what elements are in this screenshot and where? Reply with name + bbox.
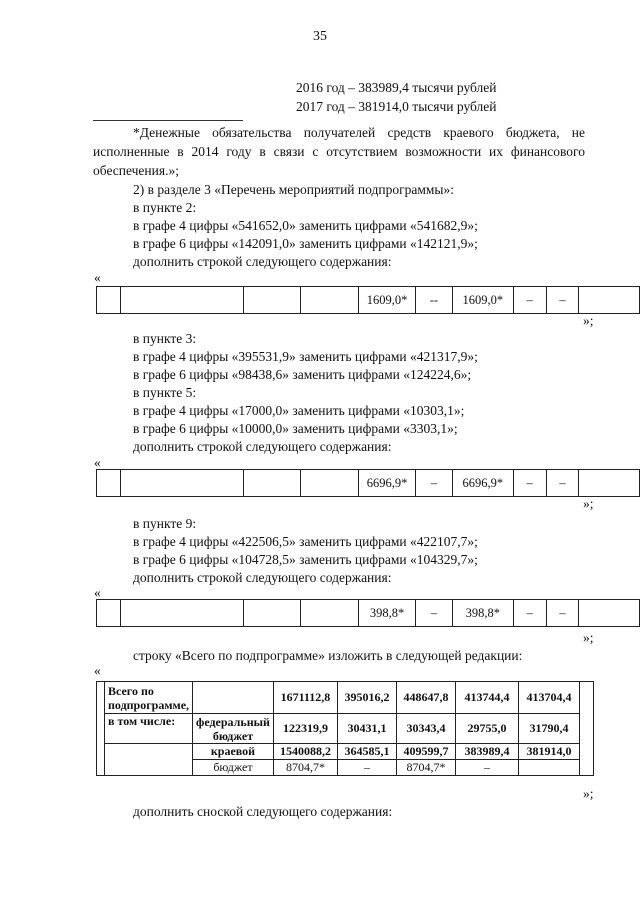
item-3-heading: в пункте 3: — [133, 331, 197, 346]
table-cell: – — [416, 600, 453, 627]
table-row — [97, 682, 594, 714]
total-row-instruction: строку «Всего по подпрограмме» изложить в следующей редакции: — [133, 648, 523, 663]
item-2-heading: в пункте 2: — [133, 200, 197, 215]
item-9-col6: в графе 6 цифры «104728,5» заменить цифрами «104329,7»; — [133, 552, 478, 567]
table-cell: – — [546, 600, 579, 627]
item-2-col4: в графе 4 цифры «541652,0» заменить цифрами «541682,9»; — [133, 218, 478, 233]
table-cell: 1540088,2 — [273, 744, 337, 760]
table-cell: 413744,4 — [455, 682, 518, 714]
table-cell: 409599,7 — [396, 744, 455, 760]
table-cell: – — [455, 760, 518, 776]
table-cell: 30343,4 — [396, 714, 455, 744]
table-cell: 31790,4 — [518, 714, 579, 744]
insert-row-table-1 — [96, 286, 640, 314]
footnote-instruction: дополнить сноской следующего содержания: — [133, 804, 393, 819]
item-5-heading: в пункте 5: — [133, 385, 197, 400]
table-cell: – — [546, 287, 579, 314]
footnote-rule — [93, 120, 243, 121]
close-quote-4: »; — [583, 786, 594, 801]
table-cell: 398,8* — [359, 600, 416, 627]
year-2017-line: 2017 год – 381914,0 тысячи рублей — [296, 99, 497, 114]
item-5-add-row: дополнить строкой следующего содержания: — [133, 439, 392, 454]
open-quote-1: « — [94, 270, 101, 285]
including-label: в том числе: — [105, 714, 193, 744]
footnote-text: *Денежные обязательства получателей средств краевого бюджета, не исполненные в 2014 году в связи с отсутствием возможности их финансового обеспечения.»; — [93, 125, 585, 178]
table-cell: 383989,4 — [455, 744, 518, 760]
table-cell: 364585,1 — [337, 744, 396, 760]
table-row — [97, 287, 640, 314]
table-cell: 122319,9 — [273, 714, 337, 744]
table-cell: – — [416, 470, 453, 497]
open-quote-2: « — [94, 455, 101, 470]
table-row — [97, 470, 640, 497]
item-2-col6: в графе 6 цифры «142091,0» заменить цифрами «142121,9»; — [133, 236, 478, 251]
budget-label: бюджет — [193, 760, 274, 776]
table-cell: 395016,2 — [337, 682, 396, 714]
item-5-col6: в графе 6 цифры «10000,0» заменить цифрами «3303,1»; — [133, 421, 458, 436]
table-cell: -- — [416, 287, 453, 314]
table-row — [97, 714, 594, 744]
item-2-add-row: дополнить строкой следующего содержания: — [133, 254, 392, 269]
item-3-col4: в графе 4 цифры «395531,9» заменить цифрами «421317,9»; — [133, 349, 478, 364]
item-5-col4: в графе 4 цифры «17000,0» заменить цифрами «10303,1»; — [133, 403, 465, 418]
page-number: 35 — [313, 29, 327, 44]
table-cell: 381914,0 — [518, 744, 579, 760]
insert-row-table-2 — [96, 469, 640, 497]
regional-budget-label: краевой — [193, 744, 274, 760]
table-cell: – — [513, 600, 546, 627]
federal-budget-label: федеральный бюджет — [193, 714, 274, 744]
table-cell: 29755,0 — [455, 714, 518, 744]
open-quote-4: « — [94, 663, 101, 678]
table-cell: – — [337, 760, 396, 776]
table-cell: 1671112,8 — [273, 682, 337, 714]
open-quote-3: « — [94, 585, 101, 600]
total-table — [96, 681, 594, 776]
table-cell: 8704,7* — [396, 760, 455, 776]
item-3-col6: в графе 6 цифры «98438,6» заменить цифрами «124224,6»; — [133, 367, 472, 382]
table-cell: 398,8* — [452, 600, 513, 627]
item-9-col4: в графе 4 цифры «422506,5» заменить цифрами «422107,7»; — [133, 534, 478, 549]
table-row — [97, 744, 594, 760]
table-cell: – — [546, 470, 579, 497]
year-2016-line: 2016 год – 383989,4 тысячи рублей — [296, 80, 497, 95]
table-cell: 1609,0* — [452, 287, 513, 314]
item-9-heading: в пункте 9: — [133, 516, 197, 531]
table-cell: 1609,0* — [359, 287, 416, 314]
table-row — [97, 600, 640, 627]
close-quote-3: »; — [583, 630, 594, 645]
table-cell: – — [513, 287, 546, 314]
section-3-line: 2) в разделе 3 «Перечень мероприятий подпрограммы»: — [133, 182, 455, 197]
table-cell: 448647,8 — [396, 682, 455, 714]
table-cell: 6696,9* — [359, 470, 416, 497]
table-cell: 30431,1 — [337, 714, 396, 744]
item-9-add-row: дополнить строкой следующего содержания: — [133, 570, 392, 585]
insert-row-table-3 — [96, 599, 640, 627]
table-cell: 413704,4 — [518, 682, 579, 714]
total-label: Всего по подпрограмме, — [105, 682, 193, 714]
close-quote-1: »; — [583, 313, 594, 328]
table-cell: 8704,7* — [273, 760, 337, 776]
table-cell: – — [513, 470, 546, 497]
table-cell: 6696,9* — [452, 470, 513, 497]
close-quote-2: »; — [583, 496, 594, 511]
